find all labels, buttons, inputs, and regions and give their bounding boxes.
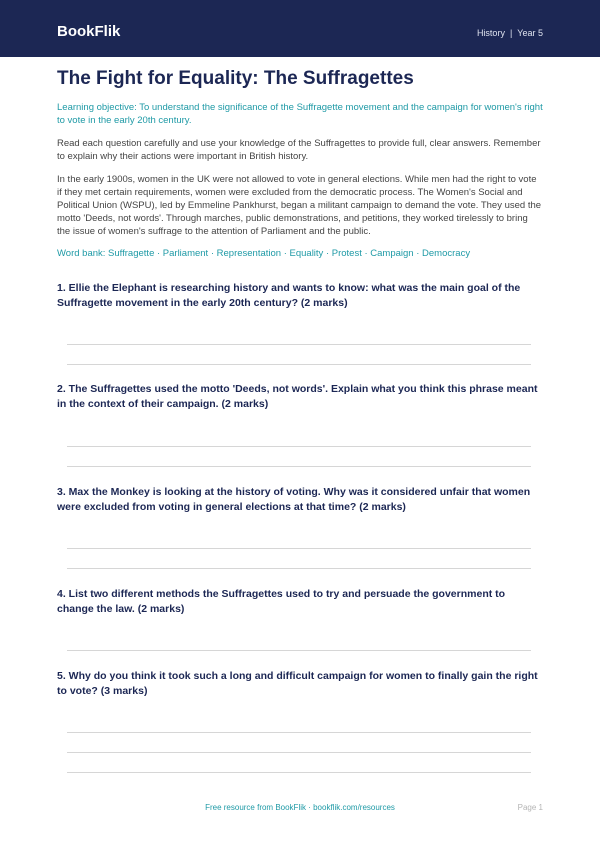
page-number: Page 1	[517, 803, 543, 812]
meta-separator: |	[509, 28, 513, 38]
answer-line[interactable]	[67, 752, 531, 753]
subject-label: History	[476, 28, 505, 38]
footer-text: Free resource from BookFlik · bookflik.com/resources	[205, 803, 395, 812]
question-2	[57, 382, 543, 412]
answer-line[interactable]	[67, 446, 531, 447]
intro-section	[57, 67, 543, 260]
passage: In the early 1900s, women in the UK were not allowed to vote in general elections. While men had the right to vote if they met certain requirements, women were excluded from the democratic process. The Women's Social and Political Union (WSPU), led by Emmeline Pankhurst, began a militant campaign to demand the vote. They used the motto 'Deeds, not words'. Through marches, public demonstrations, and petitions, they worked tirelessly to bring the issue of women's suffrage to the attention of Parliament and the public.	[57, 174, 542, 237]
page-title: The Fight for Equality: The Suffragettes	[57, 68, 414, 89]
question-4	[57, 587, 543, 617]
question-text: 4. List two different methods the Suffragettes used to try and persuade the government to change the law. (2 marks)	[57, 588, 506, 615]
instructions: Read each question carefully and use your knowledge of the Suffragettes to provide full, clear answers. Remember to explain why their actions were important in British history.	[57, 138, 541, 162]
question-1	[57, 281, 543, 311]
question-text: 5. Why do you think it took such a long and difficult campaign for women to finally gain the right to vote? (3 marks)	[57, 670, 538, 697]
answer-line[interactable]	[67, 650, 531, 651]
header-meta	[477, 27, 543, 39]
question-text: 3. Max the Monkey is looking at the history of voting. Why was it considered unfair that women were excluded from voting in general elections at that time? (2 marks)	[57, 486, 531, 513]
learning-objective: Learning objective: To understand the significance of the Suffragette movement and the campaign for women's right to vote in the early 20th century.	[57, 102, 543, 126]
question-3	[57, 485, 543, 515]
answer-line[interactable]	[67, 466, 531, 467]
question-text: 1. Ellie the Elephant is researching history and wants to know: what was the main goal of the Suffragette movement in the early 20th century? (2 marks)	[57, 282, 521, 309]
word-bank: Word bank: Suffragette · Parliament · Representation · Equality · Protest · Campaign · Democracy	[57, 248, 471, 259]
question-text: 2. The Suffragettes used the motto 'Deeds, not words'. Explain what you think this phrase meant in the context of their campaign. (2 marks)	[57, 383, 538, 410]
answer-line[interactable]	[67, 364, 531, 365]
answer-line[interactable]	[67, 344, 531, 345]
header-bar	[0, 0, 600, 57]
answer-line[interactable]	[67, 568, 531, 569]
answer-line[interactable]	[67, 772, 531, 773]
year-label: Year 5	[517, 28, 543, 38]
brand-logo: BookFlik	[57, 23, 121, 40]
answer-line[interactable]	[67, 732, 531, 733]
answer-line[interactable]	[67, 548, 531, 549]
question-5	[57, 669, 543, 699]
